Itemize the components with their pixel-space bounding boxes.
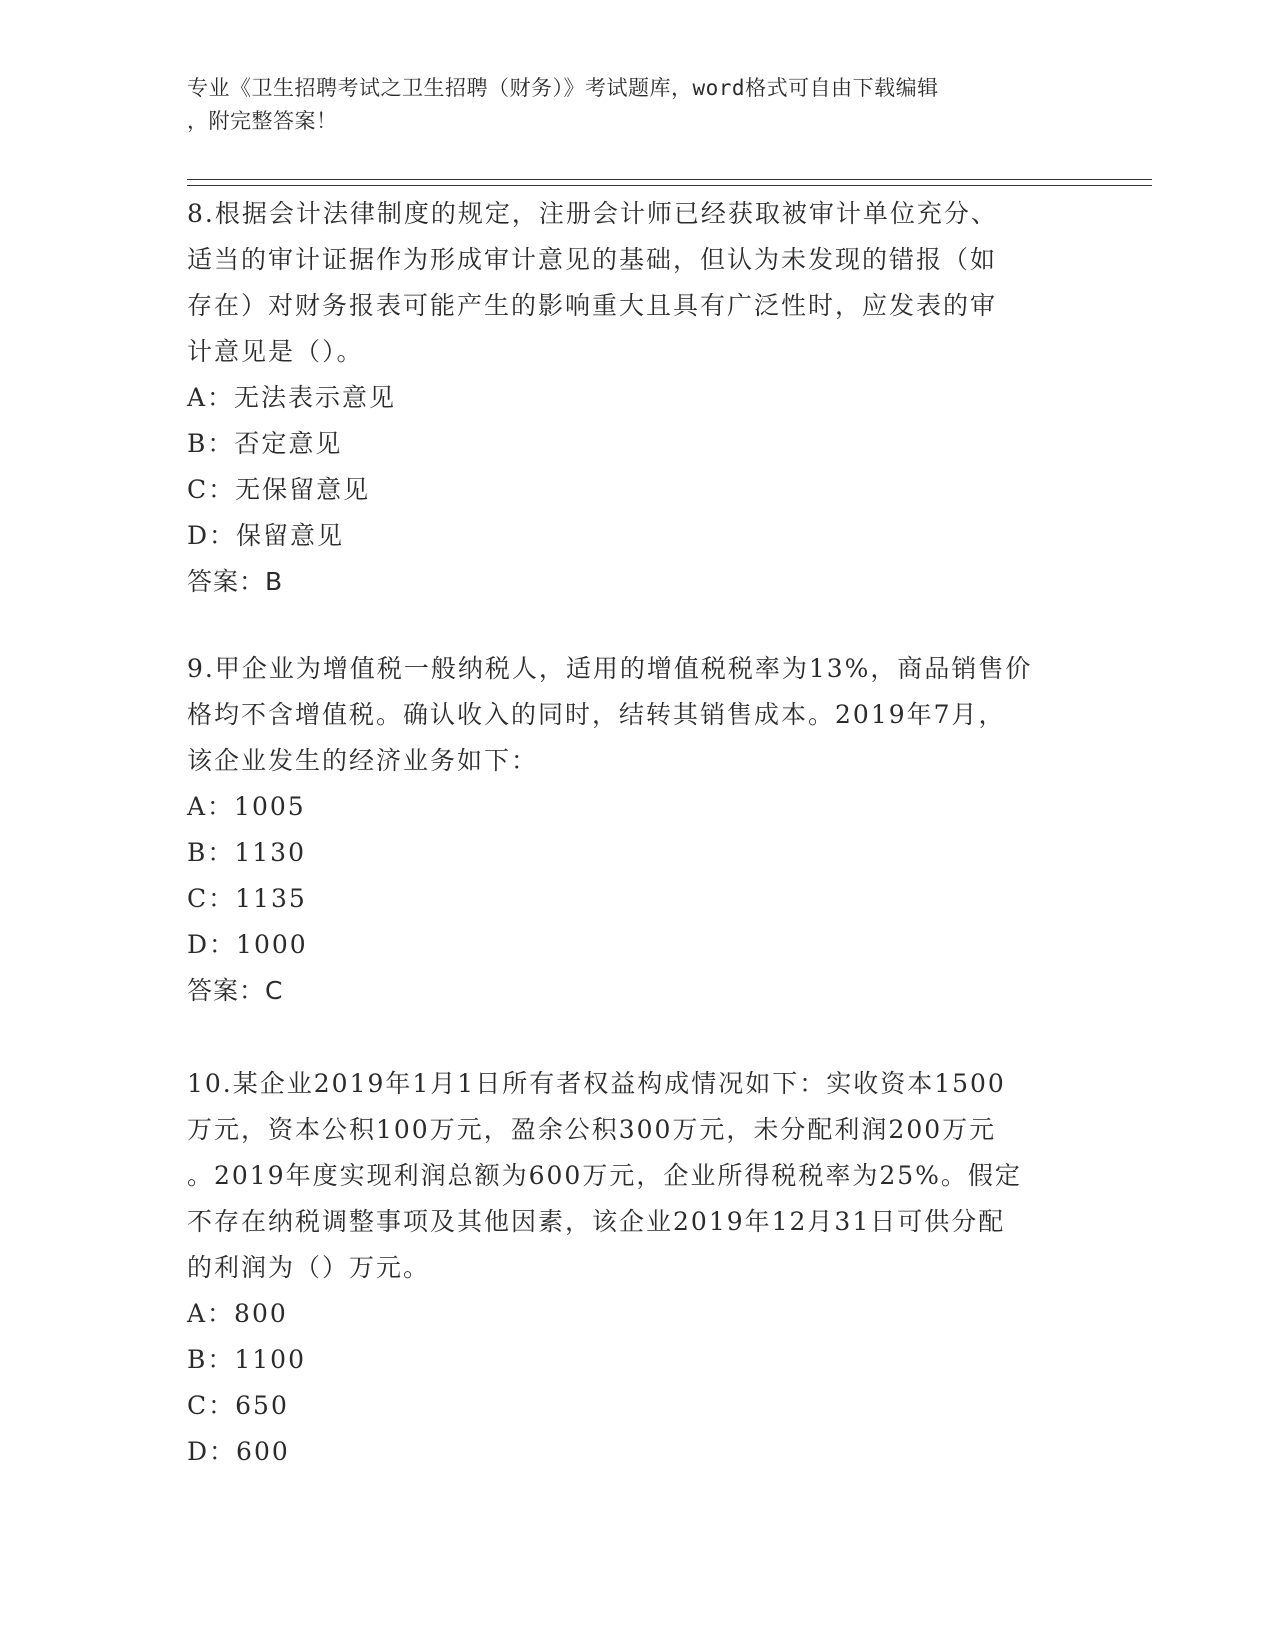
document-header-note — [187, 72, 1067, 138]
question-text-line: 不存在纳税调整事项及其他因素，该企业2019年12月31日可供分配 — [187, 1207, 1006, 1236]
header-divider-top — [187, 179, 1152, 180]
header-line-2: ，附完整答案！ — [187, 109, 338, 133]
option-d: D：600 — [187, 1437, 290, 1466]
option-c: C：650 — [187, 1391, 289, 1420]
option-a: A：1005 — [187, 792, 306, 821]
question-text-line: 9.甲企业为增值税一般纳税人，适用的增值税税率为13%，商品销售价 — [187, 654, 1033, 683]
question-text-line: 。2019年度实现利润总额为600万元，企业所得税税率为25%。假定 — [187, 1161, 1022, 1190]
question-text-line: 的利润为（）万元。 — [187, 1253, 431, 1282]
option-c: C：无保留意见 — [187, 475, 371, 504]
option-a: A：800 — [187, 1299, 288, 1328]
header-line-1: 专业《卫生招聘考试之卫生招聘（财务）》考试题库，word格式可自由下载编辑 — [187, 76, 939, 100]
option-b: B：1100 — [187, 1345, 306, 1374]
option-c: C：1135 — [187, 884, 307, 913]
question-text-line: 8.根据会计法律制度的规定，注册会计师已经获取被审计单位充分、 — [187, 199, 998, 228]
option-d: D：保留意见 — [187, 521, 345, 550]
question-text-line: 适当的审计证据作为形成审计意见的基础，但认为未发现的错报（如 — [187, 245, 998, 274]
header-divider-bottom — [187, 185, 1152, 186]
question-text-line: 计意见是（）。 — [187, 337, 364, 366]
option-b: B：否定意见 — [187, 429, 343, 458]
answer-key: 答案：B — [187, 567, 284, 596]
option-a: A：无法表示意见 — [187, 383, 397, 412]
answer-key: 答案：C — [187, 976, 284, 1005]
question-10 — [187, 1061, 1087, 1475]
option-b: B：1130 — [187, 838, 306, 867]
option-d: D：1000 — [187, 930, 308, 959]
question-text-line: 万元，资本公积100万元，盈余公积300万元，未分配利润200万元 — [187, 1115, 997, 1144]
question-text-line: 存在）对财务报表可能产生的影响重大且具有广泛性时，应发表的审 — [187, 291, 998, 320]
question-text-line: 10.某企业2019年1月1日所有者权益构成情况如下：实收资本1500 — [187, 1069, 1006, 1098]
question-text-line: 格均不含增值税。确认收入的同时，结转其销售成本。2019年7月， — [187, 700, 1006, 729]
question-text-line: 该企业发生的经济业务如下： — [187, 746, 539, 775]
question-8 — [187, 191, 1087, 605]
question-9 — [187, 646, 1087, 1014]
